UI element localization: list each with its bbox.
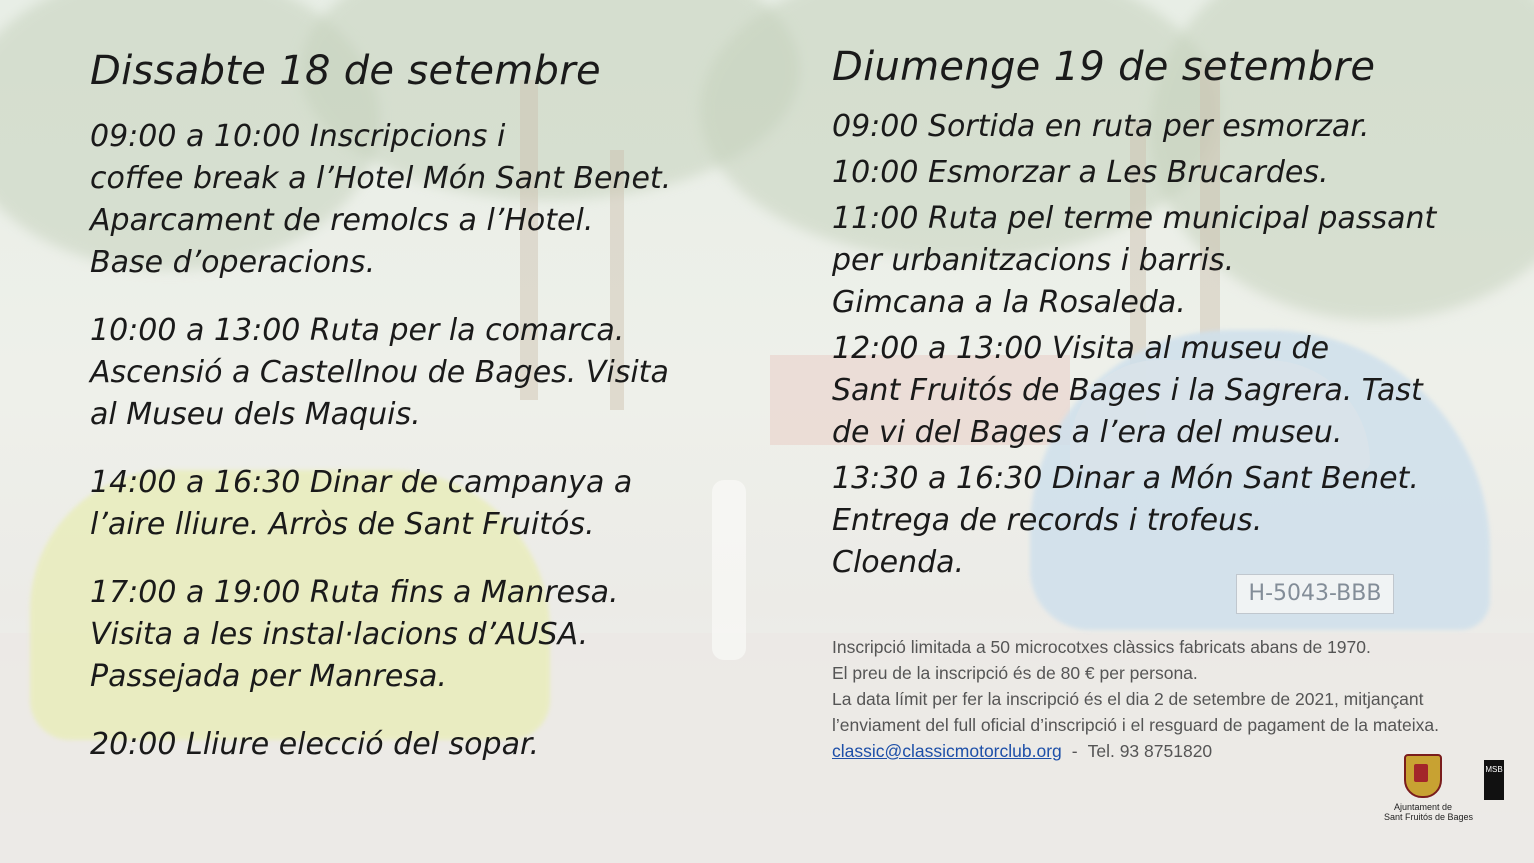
ajuntament-logo xyxy=(1384,754,1474,822)
license-plate: H-5043-BBB xyxy=(1236,574,1394,614)
schedule-line: 12:00 a 13:00 Visita al museu de xyxy=(832,331,1330,366)
saturday-title: Dissabte 18 de setembre xyxy=(90,48,601,94)
info-line: Inscripció limitada a 50 microcotxes clàssics fabricats abans de 1970. xyxy=(832,637,1371,657)
schedule-line: 14:00 a 16:30 Dinar de campanya a xyxy=(90,465,633,500)
schedule-line: Cloenda. xyxy=(832,545,965,580)
coat-of-arms-icon xyxy=(1404,754,1442,798)
schedule-line: Passejada per Manresa. xyxy=(90,659,447,694)
saturday-item xyxy=(90,116,710,284)
schedule-line: 20:00 Lliure elecció del sopar. xyxy=(90,727,540,762)
info-line: El preu de la inscripció és de 80 € per persona. xyxy=(832,663,1198,683)
schedule-line: per urbanitzacions i barris. xyxy=(832,243,1235,278)
sunday-title: Diumenge 19 de setembre xyxy=(832,44,1376,90)
schedule-line: Entrega de records i trofeus. xyxy=(832,503,1263,538)
phone-number: Tel. 93 8751820 xyxy=(1087,741,1213,761)
schedule-line: al Museu dels Maquis. xyxy=(90,397,421,432)
schedule-line: Aparcament de remolcs a l’Hotel. xyxy=(90,203,594,238)
schedule-line: Gimcana a la Rosaleda. xyxy=(832,285,1186,320)
saturday-item xyxy=(90,310,710,436)
info-line: La data límit per fer la inscripció és el dia 2 de setembre de 2021, mitjançant xyxy=(832,689,1424,709)
schedule-line: l’aire lliure. Arròs de Sant Fruitós. xyxy=(90,507,595,542)
schedule-line: Visita a les instal·lacions d’AUSA. xyxy=(90,617,589,652)
schedule-line: 10:00 a 13:00 Ruta per la comarca. xyxy=(90,313,625,348)
schedule-line: 10:00 Esmorzar a Les Brucardes. xyxy=(832,155,1329,190)
saturday-item xyxy=(90,724,710,766)
ajuntament-line-1: Ajuntament de xyxy=(1393,802,1453,812)
sunday-item xyxy=(832,152,1512,194)
schedule-line: Base d’operacions. xyxy=(90,245,376,280)
saturday-item xyxy=(90,572,710,698)
sunday-schedule xyxy=(832,44,1512,588)
schedule-line: Sant Fruitós de Bages i la Sagrera. Tast xyxy=(832,373,1423,408)
registration-info xyxy=(832,634,1522,764)
sunday-item xyxy=(832,106,1512,148)
schedule-line: 09:00 Sortida en ruta per esmorzar. xyxy=(832,109,1370,144)
msb-mark: MSB xyxy=(1484,760,1504,800)
msb-logo xyxy=(1484,760,1506,800)
sunday-item xyxy=(832,328,1512,454)
ajuntament-label xyxy=(1384,802,1474,822)
sunday-item xyxy=(832,198,1512,324)
schedule-line: coffee break a l’Hotel Món Sant Benet. xyxy=(90,161,672,196)
schedule-line: de vi del Bages a l’era del museu. xyxy=(832,415,1343,450)
sunday-item xyxy=(832,458,1512,584)
schedule-line: 11:00 Ruta pel terme municipal passant xyxy=(832,201,1437,236)
saturday-item xyxy=(90,462,710,546)
email-link[interactable]: classic@classicmotorclub.org xyxy=(832,741,1062,761)
schedule-line: 17:00 a 19:00 Ruta fins a Manresa. xyxy=(90,575,619,610)
saturday-schedule xyxy=(90,48,710,792)
ajuntament-line-2: Sant Fruitós de Bages xyxy=(1384,812,1474,822)
info-line: l’enviament del full oficial d’inscripció i el resguard de pagament de la mateixa. xyxy=(832,715,1439,735)
contact-separator: - xyxy=(1071,741,1078,761)
schedule-line: 09:00 a 10:00 Inscripcions i xyxy=(90,119,506,154)
schedule-line: 13:30 a 16:30 Dinar a Món Sant Benet. xyxy=(832,461,1419,496)
schedule-line: Ascensió a Castellnou de Bages. Visita xyxy=(90,355,669,390)
